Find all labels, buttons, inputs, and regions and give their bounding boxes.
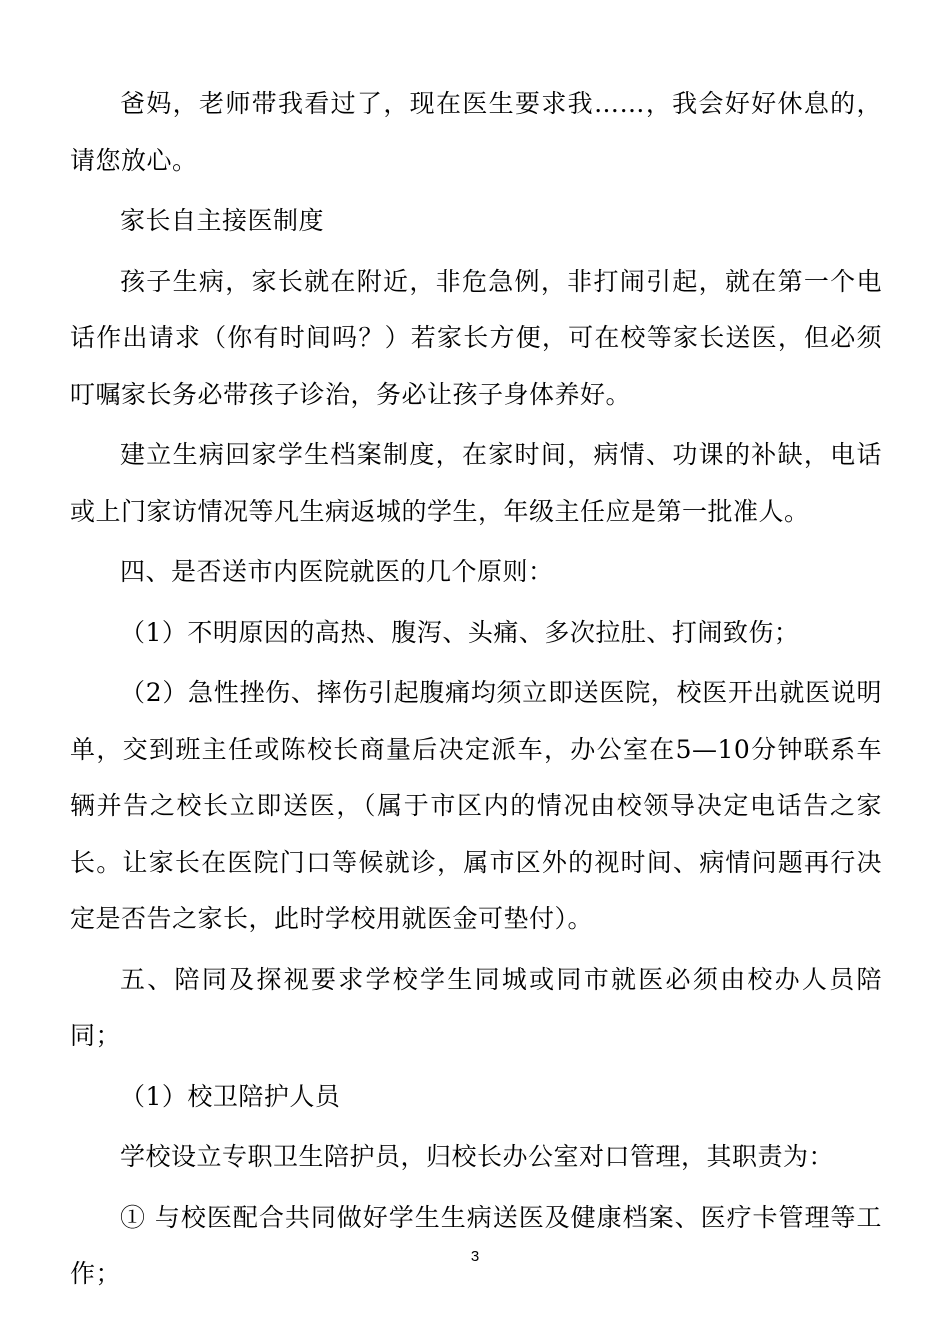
paragraph-duty-item-1: ① 与校医配合共同做好学生生病送医及健康档案、医疗卡管理等工作； [70,1202,882,1288]
paragraph-section-five-heading: 五、陪同及探视要求学校学生同城或同市就医必须由校办人员陪同； [70,964,882,1050]
paragraph-parent-pickup-rule: 孩子生病，家长就在附近，非危急例，非打闹引起，就在第一个电话作出请求（你有时间吗？）若家长方便，可在校等家长送医，但必须叮嘱家长务必带孩子诊治，务必让孩子身体养好。 [70,266,882,409]
paragraph-escort-staff-heading: （1）校卫陪护人员 [120,1081,341,1111]
document-body [70,76,882,1303]
paragraph-section-four-heading: 四、是否送市内医院就医的几个原则： [120,557,554,586]
paragraph-heading-parent-pickup: 家长自主接医制度 [120,206,325,235]
page-number: 3 [470,1248,480,1265]
paragraph-escort-staff-duty: 学校设立专职卫生陪护员，归校长办公室对口管理，其职责为： [120,1142,835,1171]
paragraph-rule-2: （2）急性挫伤、摔伤引起腹痛均须立即送医院，校医开出就医说明单，交到班主任或陈校长商量后决定派车，办公室在5—10分钟联系车辆并告之校长立即送医，（属于市区内的情况由校领导决定电话告之家长。让家长在医院门口等候就诊，属市区外的视时间、病情问题再行决定是否告之家长，此时学校用就医金可垫付）。 [70,678,882,933]
paragraph-rule-1: （1）不明原因的高热、腹泻、头痛、多次拉肚、打闹致伤； [120,617,800,647]
paragraph-sick-record-system: 建立生病回家学生档案制度，在家时间，病情、功课的补缺，电话或上门家访情况等凡生病返城的学生，年级主任应是第一批准人。 [70,440,882,526]
paragraph-parent-message: 爸妈，老师带我看过了，现在医生要求我……，我会好好休息的，请您放心。 [70,89,882,175]
